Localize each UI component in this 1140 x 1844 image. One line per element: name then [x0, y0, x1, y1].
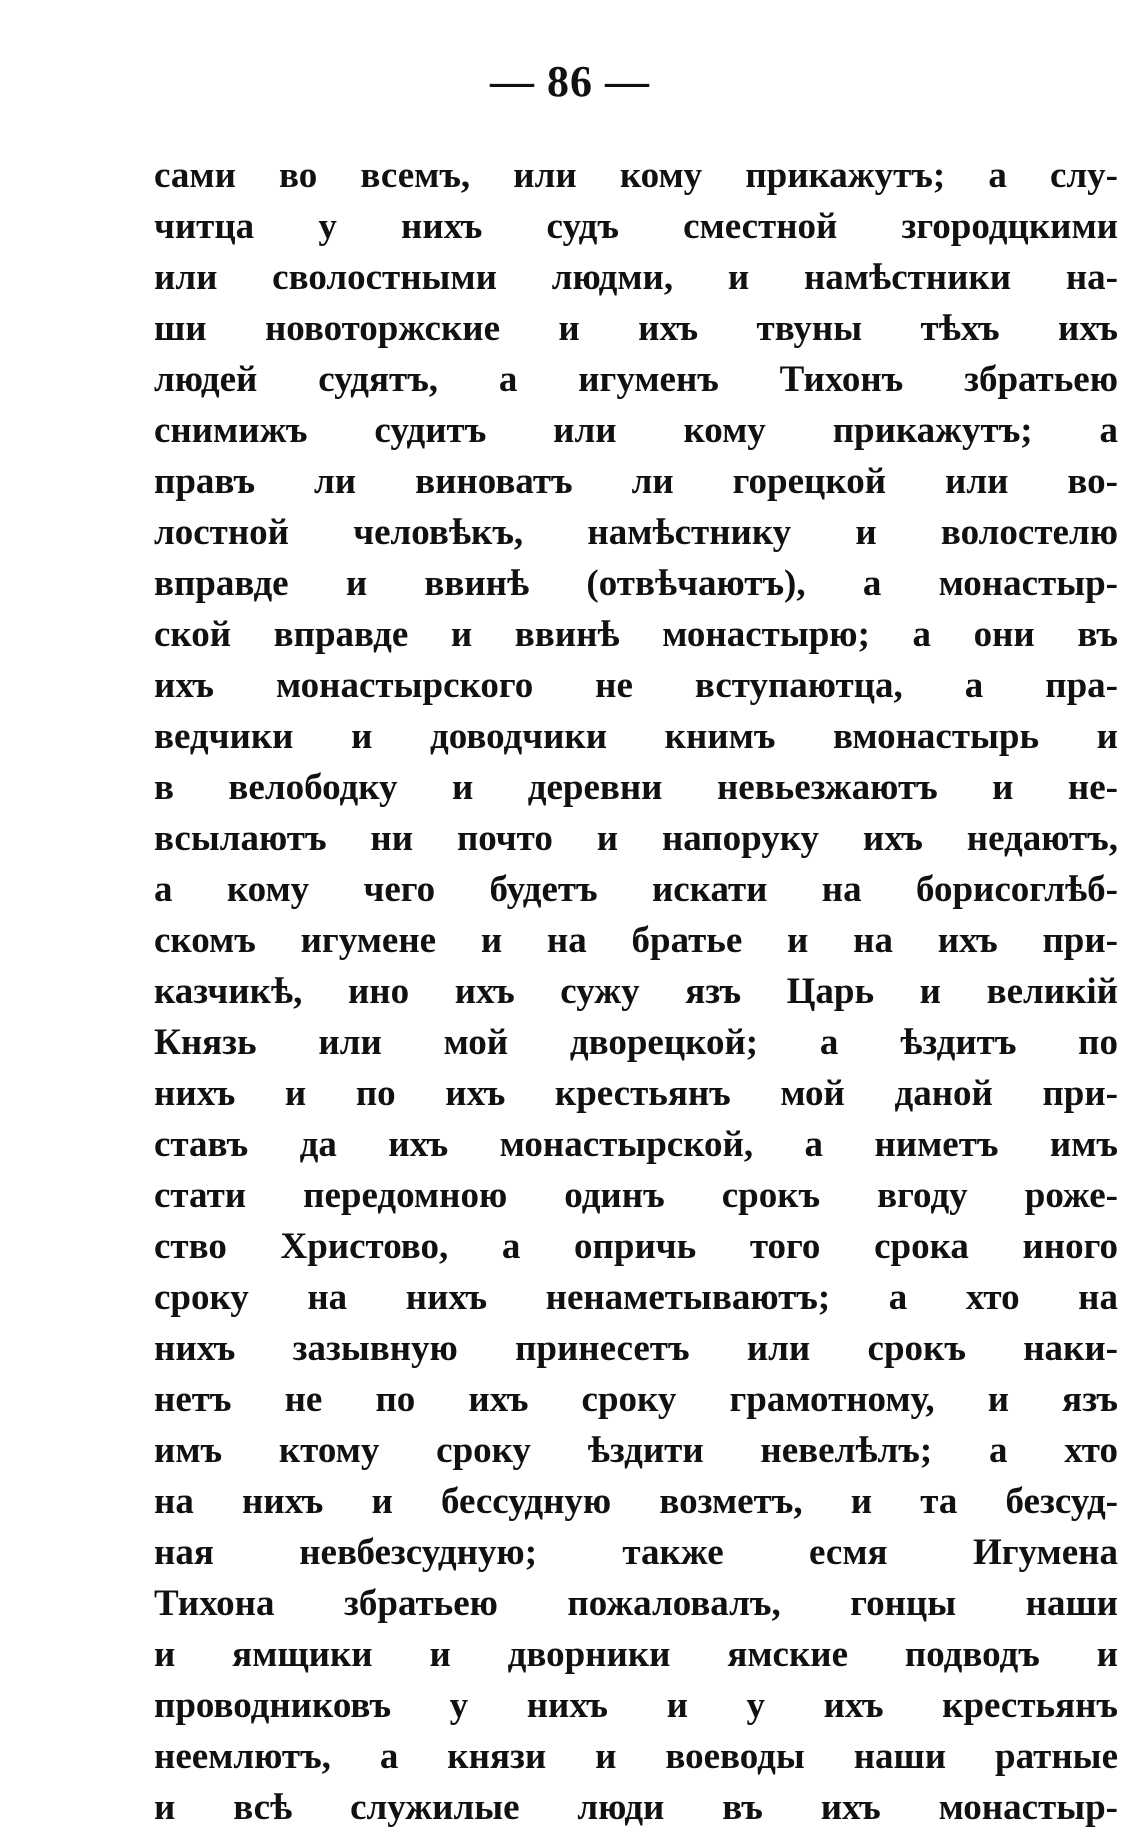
text-line: ши новоторжские и ихъ твуны тѣхъ ихъ	[154, 308, 1118, 349]
text-line: лостной человѣкъ, намѣстнику и волостелю	[154, 512, 1118, 553]
text-line: нихъ и по ихъ крестьянъ мой даной при-	[154, 1073, 1118, 1114]
text-line: а кому чего будетъ искати на борисоглѣб-	[154, 869, 1118, 910]
text-line: людей судятъ, а игуменъ Тихонъ збратьею	[154, 359, 1118, 400]
text-line: нихъ зазывную принесетъ или срокъ наки-	[154, 1328, 1118, 1369]
text-line: вправде и ввинѣ (отвѣчаютъ), а монастыр-	[154, 563, 1118, 604]
text-line: ная невбезсудную; также есмя Игумена	[154, 1532, 1118, 1573]
text-line: снимижъ судитъ или кому прикажутъ; а	[154, 410, 1118, 451]
text-line: казчикѣ, ино ихъ сужу язъ Царь и великій	[154, 971, 1118, 1012]
text-line: и ямщики и дворники ямские подводъ и	[154, 1634, 1118, 1675]
text-line: правъ ли виноватъ ли горецкой или во-	[154, 461, 1118, 502]
text-line: ской вправде и ввинѣ монастырю; а они въ	[154, 614, 1118, 655]
text-line: сроку на нихъ ненаметываютъ; а хто на	[154, 1277, 1118, 1318]
text-line: стати передомною одинъ срокъ вгоду роже-	[154, 1175, 1118, 1216]
text-line: ихъ монастырского не вступаютца, а пра-	[154, 665, 1118, 706]
text-line: проводниковъ у нихъ и у ихъ крестьянъ	[154, 1685, 1118, 1726]
text-line: и всѣ служилые люди въ ихъ монастыр-	[154, 1787, 1118, 1828]
page-body-text	[154, 150, 1118, 1833]
text-line: сами во всемъ, или кому прикажутъ; а слу-	[154, 155, 1118, 196]
text-line: всылаютъ ни почто и напоруку ихъ недаютъ,	[154, 818, 1118, 859]
text-line: Князь или мой дворецкой; а ѣздитъ по	[154, 1022, 1118, 1063]
text-line: имъ ктому сроку ѣздити невелѣлъ; а хто	[154, 1430, 1118, 1471]
text-line: в велободку и деревни невьезжаютъ и не-	[154, 767, 1118, 808]
text-line: скомъ игумене и на братье и на ихъ при-	[154, 920, 1118, 961]
text-line: ство Христово, а опричь того срока иного	[154, 1226, 1118, 1267]
text-line: читца у нихъ судъ сместной згородцкими	[154, 206, 1118, 247]
text-line: ставъ да ихъ монастырской, а ниметъ имъ	[154, 1124, 1118, 1165]
text-line: нетъ не по ихъ сроку грамотному, и язъ	[154, 1379, 1118, 1420]
text-line: неемлютъ, а князи и воеводы наши ратные	[154, 1736, 1118, 1777]
text-line: на нихъ и бессудную возметъ, и та безсуд-	[154, 1481, 1118, 1522]
text-line: ведчики и доводчики книмъ вмонастырь и	[154, 716, 1118, 757]
text-line: или сволостными людми, и намѣстники на-	[154, 257, 1118, 298]
page-number: — 86 —	[490, 57, 650, 106]
text-line: Тихона збратьею пожаловалъ, гонцы наши	[154, 1583, 1118, 1624]
